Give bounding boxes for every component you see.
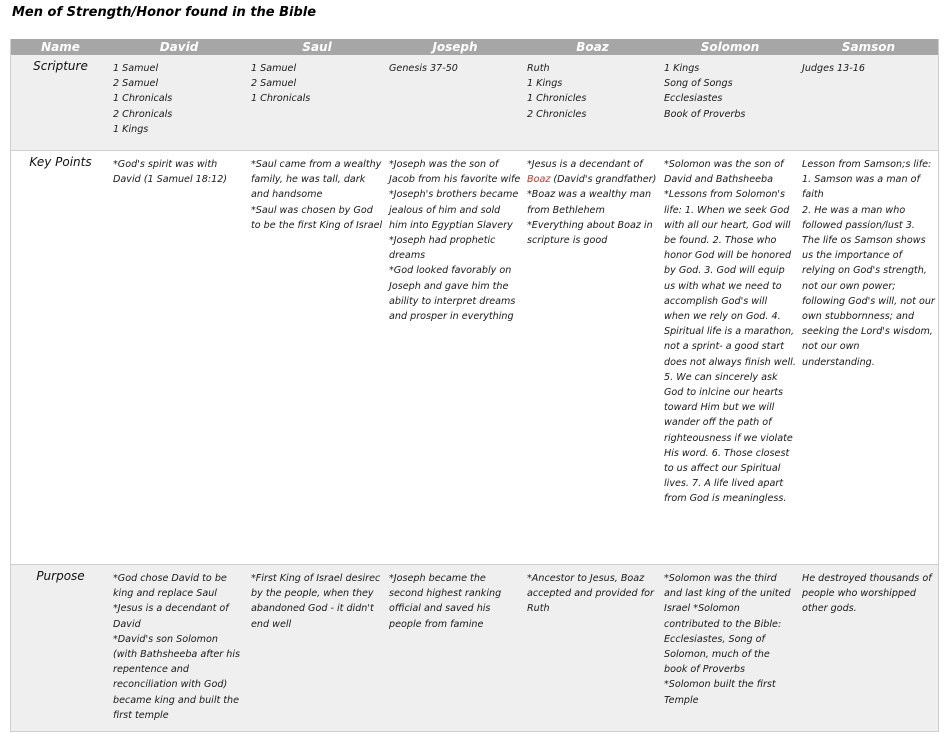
col-header-solomon: Solomon [700,40,760,54]
header-row [11,39,938,55]
col-header-boaz: Boaz [576,40,609,54]
men-of-strength-table [10,39,939,732]
cell-scripture-solomon: 1 Kings Song of Songs Ecclesiastes Book of Proverbs [664,63,746,120]
col-header-samson: Samson [841,40,896,54]
row-label-key-points: Key Points [29,155,92,169]
cell-scripture-joseph: Genesis 37-50 [389,63,458,74]
cell-purpose-boaz: *Ancestor to Jesus, Boaz accepted and provided for Ruth [527,573,654,615]
cell-keypoints-saul: *Saul came from a wealthy family, he was tall, dark and handsome *Saul was chosen by God to be the first King of Israel [251,159,383,231]
cell-scripture-saul: 1 Samuel 2 Samuel 1 Chronicals [251,63,311,105]
boaz-line2: *Boaz was a wealthy man from Bethlehem [527,189,652,216]
cell-purpose-samson: He destroyed thousands of people who worshipped other gods. [802,573,932,615]
row-label-scripture: Scripture [33,59,88,73]
table-row-key-points [11,151,938,565]
boaz-line1: *Jesus is a decendant of [527,159,643,170]
cell-scripture-boaz: Ruth 1 Kings 1 Chronicles 2 Chronicles [527,63,587,120]
col-header-saul: Saul [302,40,332,54]
document-title: Men of Strength/Honor found in the Bible [12,5,317,20]
cell-keypoints-david: *God's spirit was with David (1 Samuel 18:12) [113,159,228,186]
cell-keypoints-solomon: *Solomon was the son of David and Bathsheeba *Lessons from Solomon's life: 1. When we seek God with all our heart, God will be found. 2. Those who honor God will be honored by God. 3. God will equip us with what we need to accomplish God's will when we rely on God. 4. Spiritual life is a marathon, not a sprint- a good start does not always finish well. 5. We can sincerely ask God to inlcine our hearts toward Him but we will wander off the path of righteousness if we violate His word. 6. Those closest to us affect our Spiritual lives. 7. A life lived apart from God is meaningless. [664,159,796,505]
cell-scripture-samson: Judges 13-16 [802,63,865,74]
col-header-joseph: Joseph [432,40,478,54]
cell-scripture-david: 1 Samuel 2 Samuel 1 Chronicals 2 Chronicals 1 Kings [113,63,173,135]
boaz-highlight: Boaz [527,174,551,186]
cell-keypoints-boaz [524,151,661,564]
cell-purpose-david: *God chose David to be king and replace Saul *Jesus is a decendant of David *David's son Solomon (with Bathsheeba after his repentence and reconciliation with God) became king and built the first temple [113,573,241,721]
table-row-scripture [11,55,938,151]
cell-purpose-saul: *First King of Israel desirec by the people, when they abandoned God - it didn't end well [251,573,381,630]
cell-keypoints-joseph: *Joseph was the son of Jacob from his favorite wife *Joseph's brothers became jealous of him and sold him into Egyptian Slavery *Joseph had prophetic dreams *God looked favorably on Joseph and gave him the ability to interpret dreams and prosper in everything [389,159,521,323]
cell-keypoints-samson: Lesson from Samson;s life: 1. Samson was a man of faith 2. He was a man who followed passion/lust 3. The life os Samson shows us the importance of relying on God's strength, not our own power; following God's will, not our own stubbornness; and seeking the Lord's wisdom, not our own understanding. [802,159,935,368]
boaz-line3: *Everything about Boaz in scripture is good [527,219,653,247]
row-label-purpose: Purpose [36,569,85,583]
boaz-line1-rest: (David's grandfather) [550,174,657,186]
cell-purpose-joseph: *Joseph became the second highest ranking official and saved his people from famine [389,573,502,630]
col-header-name: Name [41,40,80,54]
table-row-purpose [11,565,938,732]
col-header-david: David [159,40,199,54]
cell-purpose-solomon: *Solomon was the third and last king of the united Israel *Solomon contributed to the Bible: Ecclesiastes, Song of Solomon, much of the book of Proverbs *Solomon built the first Temple [664,573,791,706]
